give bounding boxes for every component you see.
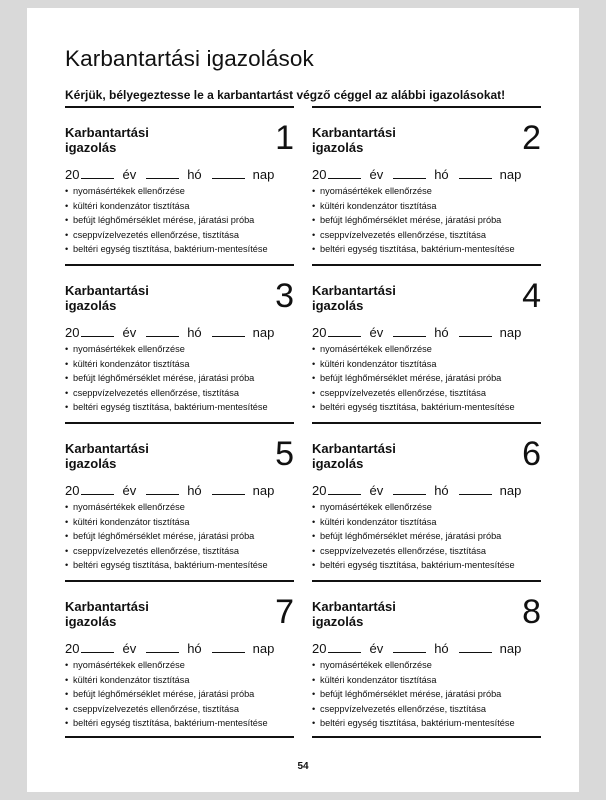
certificate-title-line1: Karbantartási — [65, 441, 149, 456]
bullet-icon: • — [65, 502, 69, 512]
certificate-title-line1: Karbantartási — [65, 599, 149, 614]
maintenance-certificate-card — [312, 422, 541, 580]
bullet-icon: • — [312, 516, 316, 527]
bullet-icon: • — [312, 229, 316, 240]
certificate-title — [312, 441, 432, 471]
bullet-icon: • — [65, 387, 69, 398]
page-number: 54 — [297, 761, 309, 772]
maintenance-task-text: beltéri egység tisztítása, baktérium-mentesítése — [320, 718, 515, 729]
year-prefix: 20 — [312, 325, 327, 340]
maintenance-task-text: kültéri kondenzátor tisztítása — [320, 200, 437, 211]
maintenance-task-item — [312, 529, 515, 544]
bullet-icon: • — [65, 344, 69, 354]
maintenance-task-item — [65, 199, 268, 214]
maintenance-task-item — [312, 199, 515, 214]
maintenance-task-text: kültéri kondenzátor tisztítása — [320, 358, 437, 369]
maintenance-task-item — [65, 342, 268, 357]
certificate-title-line2: igazolás — [65, 298, 117, 313]
certificate-grid — [65, 106, 541, 738]
bullet-icon: • — [65, 215, 69, 226]
maintenance-task-item — [312, 242, 515, 257]
maintenance-task-text: befújt léghőmérséklet mérése, járatási próba — [73, 689, 255, 700]
maintenance-task-text: befújt léghőmérséklet mérése, járatási próba — [73, 531, 255, 542]
bullet-icon: • — [65, 186, 69, 196]
maintenance-certificate-card — [312, 106, 541, 264]
day-label: nap — [499, 483, 522, 498]
year-blank[interactable] — [328, 335, 361, 337]
day-blank[interactable] — [459, 651, 492, 653]
bullet-icon: • — [65, 229, 69, 240]
year-label: év — [369, 325, 384, 340]
bullet-icon: • — [312, 545, 316, 556]
maintenance-task-list — [312, 658, 515, 731]
maintenance-task-text: befújt léghőmérséklet mérése, járatási próba — [73, 373, 255, 384]
maintenance-task-list — [312, 184, 515, 257]
certificate-title-line1: Karbantartási — [312, 441, 396, 456]
maintenance-task-item — [312, 371, 515, 386]
month-blank[interactable] — [146, 493, 179, 495]
maintenance-task-item — [65, 529, 268, 544]
maintenance-task-list — [312, 500, 515, 573]
maintenance-task-text: kültéri kondenzátor tisztítása — [320, 674, 437, 685]
year-blank[interactable] — [81, 335, 114, 337]
maintenance-task-text: beltéri egység tisztítása, baktérium-mentesítése — [73, 718, 268, 729]
certificate-number: 1 — [275, 119, 294, 157]
maintenance-task-item — [312, 342, 515, 357]
date-fill-line — [65, 483, 274, 498]
maintenance-task-text: befújt léghőmérséklet mérése, járatási próba — [320, 689, 502, 700]
month-blank[interactable] — [393, 177, 426, 179]
maintenance-task-text: kültéri kondenzátor tisztítása — [73, 358, 190, 369]
certificate-title-line2: igazolás — [312, 614, 364, 629]
day-label: nap — [252, 325, 275, 340]
bullet-icon: • — [312, 674, 316, 685]
maintenance-certificate-card — [312, 580, 541, 738]
maintenance-task-item — [65, 687, 268, 702]
year-label: év — [369, 483, 384, 498]
bullet-icon: • — [312, 560, 316, 571]
certificate-title-line2: igazolás — [65, 140, 117, 155]
maintenance-task-item — [312, 228, 515, 243]
maintenance-task-text: kültéri kondenzátor tisztítása — [320, 516, 437, 527]
bullet-icon: • — [312, 502, 316, 512]
month-blank[interactable] — [146, 651, 179, 653]
page-title: Karbantartási igazolások — [65, 46, 314, 71]
year-label: év — [122, 325, 137, 340]
month-label: hó — [434, 483, 449, 498]
maintenance-task-text: kültéri kondenzátor tisztítása — [73, 516, 190, 527]
maintenance-task-text: cseppvízelvezetés ellenőrzése, tisztítása — [320, 229, 486, 240]
certificate-title-line1: Karbantartási — [312, 599, 396, 614]
certificate-title — [312, 599, 432, 629]
page-subtitle: Kérjük, bélyegeztesse le a karbantartást végző céggel az alábbi igazolásokat! — [65, 88, 506, 102]
maintenance-task-text: beltéri egység tisztítása, baktérium-mentesítése — [73, 402, 268, 413]
month-label: hó — [434, 641, 449, 656]
bullet-icon: • — [312, 344, 316, 354]
date-fill-line — [312, 167, 521, 182]
maintenance-task-text: cseppvízelvezetés ellenőrzése, tisztítása — [73, 545, 239, 556]
maintenance-task-text: nyomásértékek ellenőrzése — [320, 502, 432, 512]
bullet-icon: • — [65, 516, 69, 527]
certificate-title — [65, 441, 185, 471]
maintenance-task-list — [65, 500, 268, 573]
certificate-number: 2 — [522, 119, 541, 157]
year-blank[interactable] — [81, 177, 114, 179]
maintenance-task-item — [312, 544, 515, 559]
maintenance-task-text: cseppvízelvezetés ellenőrzése, tisztítása — [73, 229, 239, 240]
bullet-icon: • — [312, 531, 316, 542]
year-prefix: 20 — [312, 483, 327, 498]
maintenance-task-text: nyomásértékek ellenőrzése — [73, 344, 185, 354]
year-blank[interactable] — [81, 493, 114, 495]
bullet-icon: • — [312, 215, 316, 226]
date-fill-line — [312, 325, 521, 340]
maintenance-task-item — [312, 500, 515, 515]
bullet-icon: • — [312, 200, 316, 211]
month-label: hó — [187, 325, 202, 340]
certificate-title — [312, 125, 432, 155]
month-blank[interactable] — [393, 335, 426, 337]
year-prefix: 20 — [312, 167, 327, 182]
bullet-icon: • — [312, 186, 316, 196]
day-label: nap — [252, 483, 275, 498]
certificate-title-line2: igazolás — [312, 140, 364, 155]
bullet-icon: • — [65, 660, 69, 670]
month-label: hó — [187, 167, 202, 182]
month-label: hó — [434, 325, 449, 340]
date-fill-line — [65, 641, 274, 656]
maintenance-task-item — [65, 386, 268, 401]
maintenance-task-item — [65, 400, 268, 415]
maintenance-task-text: beltéri egység tisztítása, baktérium-mentesítése — [73, 560, 268, 571]
day-label: nap — [252, 167, 275, 182]
maintenance-task-item — [312, 658, 515, 673]
bullet-icon: • — [312, 718, 316, 729]
year-label: év — [122, 483, 137, 498]
certificate-title-line1: Karbantartási — [312, 283, 396, 298]
maintenance-task-text: beltéri egység tisztítása, baktérium-mentesítése — [73, 244, 268, 255]
month-blank[interactable] — [146, 335, 179, 337]
bullet-icon: • — [65, 545, 69, 556]
maintenance-task-item — [65, 544, 268, 559]
bullet-icon: • — [312, 703, 316, 714]
document-page — [27, 8, 579, 792]
maintenance-certificate-card — [65, 422, 294, 580]
year-prefix: 20 — [65, 483, 80, 498]
maintenance-certificate-card — [65, 106, 294, 264]
maintenance-task-text: beltéri egység tisztítása, baktérium-mentesítése — [320, 244, 515, 255]
day-blank[interactable] — [212, 651, 245, 653]
bullet-icon: • — [65, 531, 69, 542]
certificate-title-line1: Karbantartási — [65, 283, 149, 298]
bullet-icon: • — [312, 358, 316, 369]
certificate-number: 7 — [275, 593, 294, 631]
year-blank[interactable] — [328, 651, 361, 653]
maintenance-task-text: nyomásértékek ellenőrzése — [73, 186, 185, 196]
month-blank[interactable] — [146, 177, 179, 179]
year-label: év — [122, 167, 137, 182]
maintenance-certificate-card — [312, 264, 541, 422]
bullet-icon: • — [312, 244, 316, 255]
maintenance-task-item — [65, 357, 268, 372]
day-blank[interactable] — [459, 177, 492, 179]
maintenance-task-item — [312, 673, 515, 688]
certificate-number: 8 — [522, 593, 541, 631]
day-blank[interactable] — [212, 177, 245, 179]
bullet-icon: • — [65, 244, 69, 255]
maintenance-task-text: nyomásértékek ellenőrzése — [320, 660, 432, 670]
maintenance-task-text: befújt léghőmérséklet mérése, járatási próba — [320, 215, 502, 226]
maintenance-certificate-card — [65, 264, 294, 422]
month-blank[interactable] — [393, 493, 426, 495]
bullet-icon: • — [65, 674, 69, 685]
maintenance-task-text: cseppvízelvezetés ellenőrzése, tisztítása — [320, 545, 486, 556]
maintenance-task-item — [65, 228, 268, 243]
maintenance-task-text: nyomásértékek ellenőrzése — [320, 186, 432, 196]
maintenance-task-text: nyomásértékek ellenőrzése — [73, 502, 185, 512]
maintenance-task-item — [312, 558, 515, 573]
maintenance-task-item — [312, 702, 515, 717]
maintenance-task-item — [312, 400, 515, 415]
year-label: év — [122, 641, 137, 656]
maintenance-task-item — [65, 658, 268, 673]
maintenance-task-text: cseppvízelvezetés ellenőrzése, tisztítása — [320, 387, 486, 398]
year-blank[interactable] — [328, 493, 361, 495]
maintenance-task-item — [312, 515, 515, 530]
certificate-title-line2: igazolás — [65, 614, 117, 629]
year-label: év — [369, 641, 384, 656]
day-blank[interactable] — [212, 335, 245, 337]
year-prefix: 20 — [65, 641, 80, 656]
maintenance-task-list — [312, 342, 515, 415]
maintenance-task-text: kültéri kondenzátor tisztítása — [73, 200, 190, 211]
maintenance-task-text: befújt léghőmérséklet mérése, járatási próba — [73, 215, 255, 226]
month-label: hó — [187, 483, 202, 498]
year-blank[interactable] — [328, 177, 361, 179]
date-fill-line — [312, 641, 521, 656]
maintenance-task-list — [65, 342, 268, 415]
certificate-number: 4 — [522, 277, 541, 315]
maintenance-task-item — [312, 716, 515, 731]
month-blank[interactable] — [393, 651, 426, 653]
maintenance-task-item — [65, 242, 268, 257]
maintenance-task-item — [65, 184, 268, 199]
year-prefix: 20 — [312, 641, 327, 656]
maintenance-task-text: kültéri kondenzátor tisztítása — [73, 674, 190, 685]
maintenance-task-item — [312, 687, 515, 702]
bullet-icon: • — [312, 402, 316, 413]
maintenance-task-item — [65, 702, 268, 717]
maintenance-task-text: befújt léghőmérséklet mérése, járatási próba — [320, 531, 502, 542]
day-label: nap — [252, 641, 275, 656]
certificate-title — [312, 283, 432, 313]
certificate-title-line2: igazolás — [312, 456, 364, 471]
day-label: nap — [499, 325, 522, 340]
maintenance-task-item — [65, 213, 268, 228]
maintenance-task-list — [65, 184, 268, 257]
maintenance-task-text: cseppvízelvezetés ellenőrzése, tisztítása — [73, 703, 239, 714]
bullet-icon: • — [65, 560, 69, 571]
maintenance-task-item — [65, 500, 268, 515]
certificate-title — [65, 283, 185, 313]
bullet-icon: • — [65, 689, 69, 700]
date-fill-line — [312, 483, 521, 498]
bullet-icon: • — [65, 373, 69, 384]
bullet-icon: • — [312, 373, 316, 384]
maintenance-task-item — [65, 371, 268, 386]
maintenance-task-text: befújt léghőmérséklet mérése, járatási próba — [320, 373, 502, 384]
maintenance-task-text: beltéri egység tisztítása, baktérium-mentesítése — [320, 560, 515, 571]
maintenance-task-text: cseppvízelvezetés ellenőrzése, tisztítása — [73, 387, 239, 398]
certificate-title-line1: Karbantartási — [312, 125, 396, 140]
bullet-icon: • — [65, 358, 69, 369]
maintenance-task-item — [65, 558, 268, 573]
maintenance-certificate-card — [65, 580, 294, 738]
maintenance-task-text: cseppvízelvezetés ellenőrzése, tisztítása — [320, 703, 486, 714]
certificate-number: 3 — [275, 277, 294, 315]
certificate-title — [65, 599, 185, 629]
day-label: nap — [499, 641, 522, 656]
month-label: hó — [187, 641, 202, 656]
certificate-title-line2: igazolás — [312, 298, 364, 313]
bullet-icon: • — [312, 660, 316, 670]
year-label: év — [369, 167, 384, 182]
day-blank[interactable] — [459, 493, 492, 495]
certificate-title-line2: igazolás — [65, 456, 117, 471]
bullet-icon: • — [312, 689, 316, 700]
bullet-icon: • — [65, 200, 69, 211]
maintenance-task-item — [312, 184, 515, 199]
bullet-icon: • — [65, 718, 69, 729]
maintenance-task-text: nyomásértékek ellenőrzése — [73, 660, 185, 670]
maintenance-task-item — [312, 386, 515, 401]
year-prefix: 20 — [65, 167, 80, 182]
maintenance-task-list — [65, 658, 268, 731]
bullet-icon: • — [312, 387, 316, 398]
maintenance-task-item — [65, 673, 268, 688]
maintenance-task-item — [65, 716, 268, 731]
maintenance-task-item — [312, 213, 515, 228]
date-fill-line — [65, 325, 274, 340]
maintenance-task-item — [312, 357, 515, 372]
maintenance-task-item — [65, 515, 268, 530]
certificate-title — [65, 125, 185, 155]
maintenance-task-text: nyomásértékek ellenőrzése — [320, 344, 432, 354]
certificate-number: 6 — [522, 435, 541, 473]
bullet-icon: • — [65, 703, 69, 714]
year-blank[interactable] — [81, 651, 114, 653]
day-blank[interactable] — [459, 335, 492, 337]
year-prefix: 20 — [65, 325, 80, 340]
certificate-number: 5 — [275, 435, 294, 473]
month-label: hó — [434, 167, 449, 182]
date-fill-line — [65, 167, 274, 182]
bullet-icon: • — [65, 402, 69, 413]
maintenance-task-text: beltéri egység tisztítása, baktérium-mentesítése — [320, 402, 515, 413]
day-label: nap — [499, 167, 522, 182]
day-blank[interactable] — [212, 493, 245, 495]
certificate-title-line1: Karbantartási — [65, 125, 149, 140]
